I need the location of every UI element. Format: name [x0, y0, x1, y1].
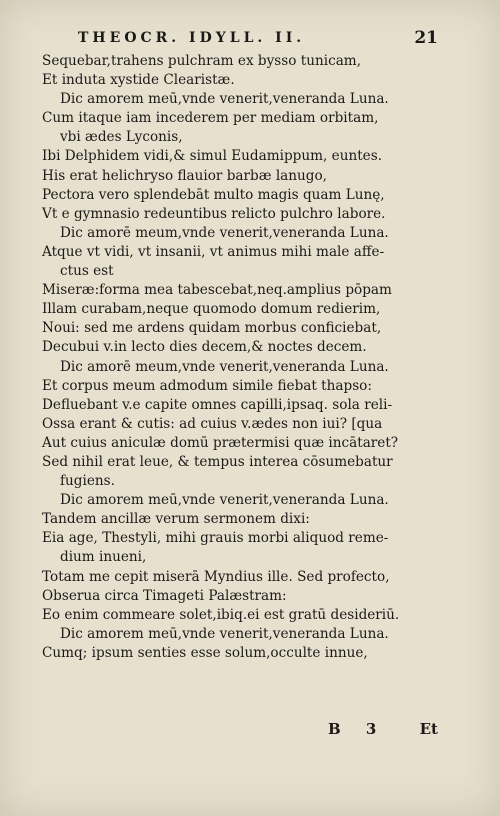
- text-line: Sequebar,trahens pulchram ex bysso tunicam,: [42, 53, 362, 69]
- text-line: Atque vt vidi, vt insanii, vt animus mihi male affe-: [42, 243, 385, 260]
- text-line: dium inueni,: [60, 549, 147, 566]
- text-line: Dic amorē meum,vnde venerit,veneranda Luna.: [60, 224, 389, 241]
- text-line: ctus est: [60, 263, 114, 280]
- text-line: Et induta xystide Clearistæ.: [42, 72, 235, 89]
- text-line: Dic amorem meū,vnde venerit,veneranda Luna.: [60, 91, 389, 108]
- text-line: Ossa erant & cutis: ad cuius v.ædes non iui? [qua: [42, 415, 383, 432]
- page-footer: [42, 720, 438, 742]
- text-line: Dic amorem meū,vnde venerit,veneranda Luna.: [60, 492, 389, 509]
- text-line: Obserua circa Timageti Palæstram:: [42, 587, 287, 604]
- text-line: Totam me cepit miserā Myndius ille. Sed profecto,: [42, 568, 390, 585]
- text-line: Et corpus meum admodum simile fiebat thapso:: [42, 377, 372, 394]
- text-line: Aut cuius aniculæ domū prætermisi quæ incātaret?: [42, 434, 399, 451]
- text-line: Vt e gymnasio redeuntibus relicto pulchro labore.: [42, 205, 386, 222]
- text-line: Sed nihil erat leue, & tempus interea cōsumebatur: [42, 453, 393, 470]
- text-line: Pectora vero splendebāt multo magis quam Lunę,: [42, 186, 385, 203]
- page-header: [78, 30, 438, 52]
- text-line: Noui: sed me ardens quidam morbus conficiebat,: [42, 320, 382, 337]
- text-line: Tandem ancillæ verum sermonem dixi:: [42, 511, 310, 528]
- text-line: Ibi Delphidem vidi,& simul Eudamippum, euntes.: [42, 148, 383, 165]
- text-line: His erat helichryso flauior barbæ lanugo,: [42, 167, 328, 184]
- catchword: Et: [419, 720, 438, 738]
- text-line: fugiens.: [60, 473, 115, 490]
- text-line: Cumq; ipsum senties esse solum,occulte innue,: [42, 644, 368, 661]
- text-line: Dic amorem meū,vnde venerit,veneranda Luna.: [60, 625, 389, 642]
- text-line: Illam curabam,neque quomodo domum redierim,: [42, 301, 381, 318]
- text-line: Eia age, Thestyli, mihi grauis morbi aliquod reme-: [42, 530, 389, 547]
- text-line: Miseræ:forma mea tabescebat,neq.amplius pōpam: [42, 282, 392, 299]
- text-line: Defluebant v.e capite omnes capilli,ipsaq. sola reli-: [42, 396, 393, 413]
- verse-text-block: [42, 52, 438, 663]
- text-line: vbi ædes Lyconis,: [60, 129, 183, 146]
- text-line: Decubui v.in lecto dies decem,& noctes decem.: [42, 339, 367, 356]
- text-line: Dic amorē meum,vnde venerit,veneranda Luna.: [60, 358, 389, 375]
- running-head: THEOCR. IDYLL. II.: [78, 30, 306, 46]
- text-line: Eo enim commeare solet,ibiq.ei est gratū desideriū.: [42, 606, 400, 623]
- page-number: 21: [414, 28, 438, 48]
- signature-mark: B 3: [328, 720, 387, 738]
- text-line: Cum itaque iam incederem per mediam orbitam,: [42, 110, 379, 127]
